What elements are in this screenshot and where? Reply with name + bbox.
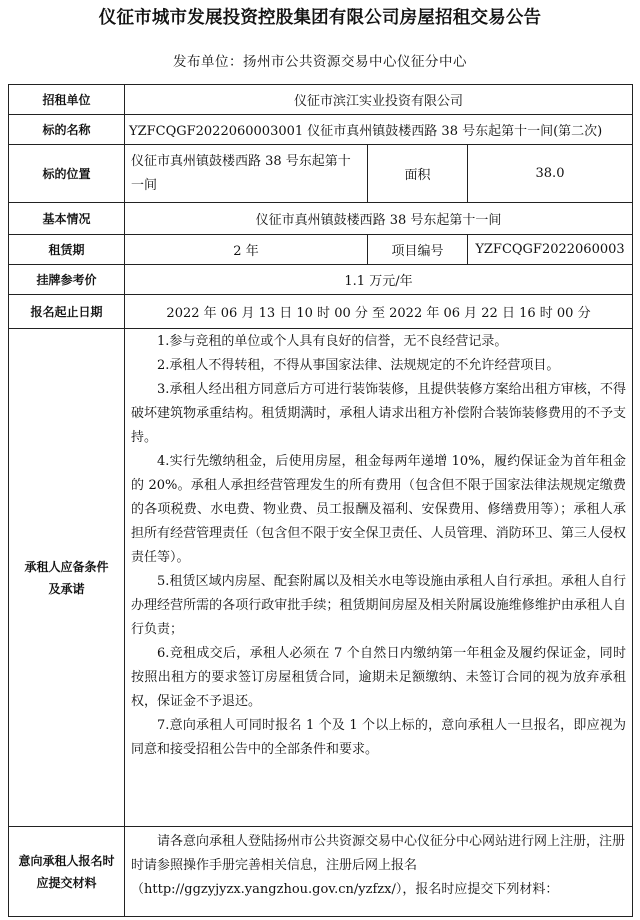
project-number-label: 项目编号 [368, 235, 468, 265]
target-name-value: YZFCQGF2022060003001 仪征市真州镇鼓楼西路 38 号东起第十一间(第二次) [125, 115, 633, 145]
location-value: 仪征市真州镇鼓楼西路 38 号东起第十一间 [125, 145, 368, 203]
condition-item: 2.承租人不得转租，不得从事国家法律、法规规定的不允许经营项目。 [157, 358, 560, 373]
lease-term-value: 2 年 [125, 235, 368, 265]
notice-title: 仪征市城市发展投资控股集团有限公司房屋招租交易公告 [98, 8, 542, 28]
table-row [9, 329, 633, 827]
registration-paragraph: 请各意向承租人登陆扬州市公共资源交易中心仪征分中心网站进行网上注册，注册时请参照操作手册完善相关信息，注册后网上报名（http://ggzyjyzx.yangzhou.gov.cn/yzfzx/），报名时应提交下列材料： [131, 834, 626, 897]
table-row [9, 145, 633, 203]
project-number-value: YZFCQGF2022060003 [468, 235, 633, 265]
conditions-list [125, 329, 633, 827]
table-row [9, 295, 633, 329]
conditions-label-line2: 及承诺 [48, 581, 85, 596]
registration-dates-label: 报名起止日期 [9, 295, 125, 329]
conditions-label [9, 329, 125, 827]
condition-item: 6.竞租成交后，承租人必须在 7 个自然日内缴纳第一年租金及履约保证金，同时按照出租方的要求签订房屋租赁合同，逾期未足额缴纳、未签订合同的视为放弃承租权，保证金不予退还。 [131, 646, 626, 709]
condition-item: 1.参与竞租的单位或个人具有良好的信誉，无不良经营记录。 [157, 334, 508, 349]
area-label: 面积 [368, 145, 468, 203]
table-row [9, 115, 633, 145]
bidder-label: 招租单位 [9, 85, 125, 115]
notice-table [8, 84, 633, 917]
area-value: 38.0 [468, 145, 633, 203]
registration-label-line1: 意向承租人报名时 [18, 853, 115, 868]
registration-materials-text [125, 827, 633, 917]
table-row [9, 265, 633, 295]
registration-label-line2: 应提交材料 [36, 875, 97, 890]
basic-info-value: 仪征市真州镇鼓楼西路 38 号东起第十一间 [125, 203, 633, 235]
condition-item: 4.实行先缴纳租金，后使用房屋，租金每两年递增 10%，履约保证金为首年租金的 20%。承租人承担经营管理发生的所有费用（包含但不限于国家法律法规规定缴费的各项税费、水电费、物业费、员工报酬及福利、安保费用、修缮费用等）；承租人承担所有经营管理责任（包含但不限于安全保卫责任、人员管理、消防环卫、第三人侵权责任等）。 [131, 454, 626, 565]
location-label: 标的位置 [9, 145, 125, 203]
table-row [9, 85, 633, 115]
bidder-value: 仪征市滨江实业投资有限公司 [125, 85, 633, 115]
basic-info-label: 基本情况 [9, 203, 125, 235]
target-name-label: 标的名称 [9, 115, 125, 145]
table-row [9, 827, 633, 917]
lease-term-label: 租赁期 [9, 235, 125, 265]
condition-item: 3.承租人经出租方同意后方可进行装饰装修，且提供装修方案给出租方审核，不得破坏建筑物承重结构。租赁期满时，承租人请求出租方补偿附合装饰装修费用的不予支持。 [131, 382, 626, 445]
table-row [9, 203, 633, 235]
table-row [9, 235, 633, 265]
registration-dates-value: 2022 年 06 月 13 日 10 时 00 分 至 2022 年 06 月 22 日 16 时 00 分 [125, 295, 633, 329]
conditions-label-line1: 承租人应备条件 [24, 559, 109, 574]
reference-price-value: 1.1 万元/年 [125, 265, 633, 295]
condition-item: 7.意向承租人可同时报名 1 个及 1 个以上标的，意向承租人一旦报名，即应视为同意和接受招租公告中的全部条件和要求。 [131, 718, 626, 757]
registration-materials-label [9, 827, 125, 917]
reference-price-label: 挂牌参考价 [9, 265, 125, 295]
publisher-line: 发布单位：扬州市公共资源交易中心仪征分中心 [173, 54, 467, 70]
condition-item: 5.租赁区域内房屋、配套附属以及相关水电等设施由承租人自行承担。承租人自行办理经营所需的各项行政审批手续；租赁期间房屋及相关附属设施维修维护由承租人自行负责； [131, 574, 626, 637]
